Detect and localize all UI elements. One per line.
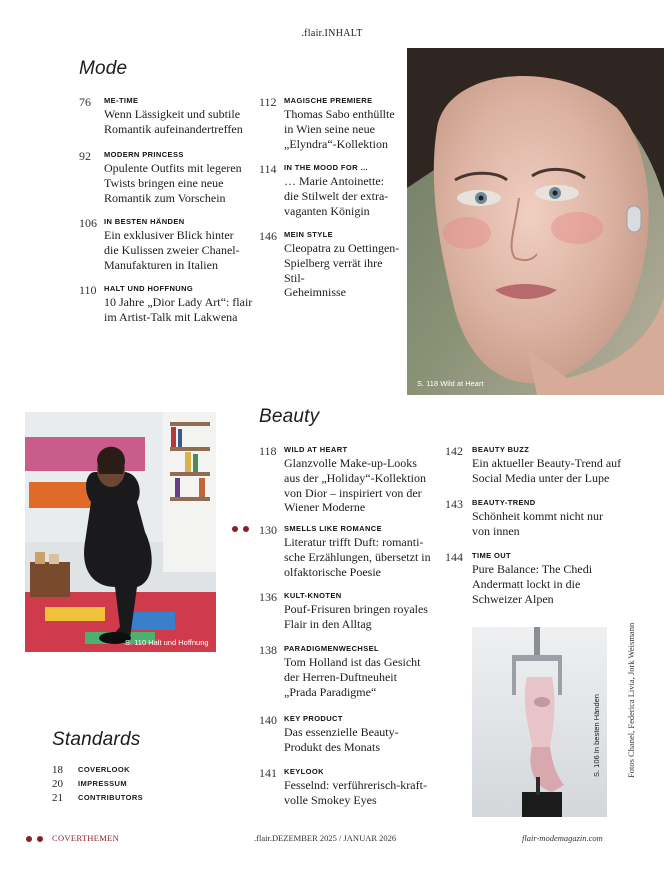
standards-label: IMPRESSUM bbox=[78, 779, 128, 788]
toc-entry[interactable] bbox=[259, 523, 429, 581]
entry-description: Thomas Sabo enthüllte in Wien seine neue „Elyndra“-Kollektion bbox=[284, 107, 395, 151]
toc-entry[interactable] bbox=[79, 149, 249, 207]
entry-description: 10 Jahre „Dior Lady Art“: flair im Artist-Talk mit Lakwena bbox=[104, 295, 253, 324]
page-number: 21 bbox=[52, 792, 63, 804]
artist-illustration bbox=[25, 412, 216, 652]
entry-description: Cleopatra zu Oettingen- Spielberg verrät ihre Stil- Geheimnisse bbox=[284, 241, 400, 300]
entry-kicker: KEYLOOK bbox=[284, 767, 324, 776]
toc-entry[interactable] bbox=[259, 766, 429, 810]
toc-entry[interactable] bbox=[445, 497, 615, 541]
artist-photo[interactable] bbox=[25, 412, 216, 652]
page-number: 92 bbox=[79, 149, 91, 163]
toc-entry[interactable] bbox=[79, 216, 249, 274]
toc-entry[interactable] bbox=[445, 444, 622, 488]
toc-entry[interactable] bbox=[259, 643, 429, 701]
entry-description: Glanzvolle Make-up-Looks aus der „Holiday“-Kollektion von Dior – inspiriert von der Wiener Moderne bbox=[284, 456, 426, 515]
cover-story-legend: COVERTHEMEN bbox=[52, 833, 120, 843]
entry-kicker: KULT-KNOTEN bbox=[284, 591, 342, 600]
page-number: 143 bbox=[445, 497, 463, 511]
page-number: 136 bbox=[259, 590, 277, 604]
portrait-photo[interactable] bbox=[407, 48, 664, 395]
cover-dot bbox=[37, 836, 43, 842]
toc-entry[interactable] bbox=[79, 95, 249, 139]
photo-credit: Fotos Chanel, Federica Livia, Jork Weismann bbox=[626, 622, 636, 778]
page-number: 141 bbox=[259, 766, 277, 780]
entry-kicker: SMELLS LIKE ROMANCE bbox=[284, 524, 383, 533]
toc-entry[interactable] bbox=[445, 550, 615, 608]
entry-kicker: IN BESTEN HÄNDEN bbox=[104, 217, 185, 226]
portrait-illustration bbox=[407, 48, 664, 395]
cover-story-legend-marker bbox=[26, 836, 43, 842]
entry-kicker: BEAUTY-TREND bbox=[472, 498, 536, 507]
entry-description: Das essenzielle Beauty- Produkt des Monats bbox=[284, 725, 399, 754]
section-title-mode: Mode bbox=[79, 58, 128, 79]
toc-entry[interactable] bbox=[259, 444, 429, 516]
toc-entry[interactable] bbox=[259, 229, 404, 300]
toc-entry[interactable] bbox=[259, 713, 429, 757]
page-number: 20 bbox=[52, 778, 63, 790]
entry-description: … Marie Antoinette: die Stilwelt der extra- vaganten Königin bbox=[284, 174, 389, 218]
section-title-standards: Standards bbox=[52, 729, 141, 750]
entry-kicker: WILD AT HEART bbox=[284, 445, 348, 454]
page-number: 144 bbox=[445, 550, 463, 564]
entry-description: Pure Balance: The Chedi Andermatt lockt in die Schweizer Alpen bbox=[472, 562, 593, 606]
page-number: 76 bbox=[79, 95, 91, 109]
page-number: 142 bbox=[445, 444, 463, 458]
magazine-section-header: .flair.INHALT bbox=[301, 28, 363, 39]
entry-description: Schönheit kommt nicht nur von innen bbox=[472, 509, 603, 538]
entry-kicker: ME-TIME bbox=[104, 96, 139, 105]
cover-story-marker bbox=[232, 526, 249, 532]
entry-kicker: MEIN STYLE bbox=[284, 230, 334, 239]
cover-dot bbox=[26, 836, 32, 842]
entry-description: Wenn Lässigkeit und subtile Romantik aufeinandertreffen bbox=[104, 107, 243, 136]
entry-description: Opulente Outfits mit legeren Twists bringen eine neue Romantik zum Vorschein bbox=[104, 161, 242, 205]
standards-label: COVERLOOK bbox=[78, 765, 130, 774]
issue-date: .flair.DEZEMBER 2025 / JANUAR 2026 bbox=[254, 833, 397, 843]
entry-kicker: TIME OUT bbox=[472, 551, 512, 560]
standards-label: CONTRIBUTORS bbox=[78, 793, 144, 802]
entry-kicker: HALT UND HOFFNUNG bbox=[104, 284, 194, 293]
photo-caption: S. 110 Halt und Hoffnung bbox=[125, 638, 209, 647]
entry-description: Literatur trifft Duft: romanti- sche Erzählungen, übersetzt in olfaktorische Poesie bbox=[284, 535, 431, 579]
website-link[interactable]: flair-modemagazin.com bbox=[522, 833, 603, 843]
page-number: 118 bbox=[259, 444, 277, 458]
entry-kicker: MODERN PRINCESS bbox=[104, 150, 184, 159]
entry-kicker: IN THE MOOD FOR … bbox=[284, 163, 369, 172]
entry-description: Ein aktueller Beauty-Trend auf Social Media unter der Lupe bbox=[472, 456, 622, 485]
toc-entry[interactable] bbox=[79, 283, 253, 327]
entry-description: Tom Holland ist das Gesicht der Herren-Duftneuheit „Prada Paradigme“ bbox=[284, 655, 421, 699]
entry-kicker: MAGISCHE PREMIERE bbox=[284, 96, 373, 105]
entry-kicker: KEY PRODUCT bbox=[284, 714, 343, 723]
entry-description: Pouf-Frisuren bringen royales Flair in den Alltag bbox=[284, 602, 428, 631]
page-number: 112 bbox=[259, 95, 277, 109]
entry-kicker: BEAUTY BUZZ bbox=[472, 445, 530, 454]
section-title-beauty: Beauty bbox=[259, 406, 320, 427]
entry-kicker: PARADIGMENWECHSEL bbox=[284, 644, 379, 653]
page-number: 140 bbox=[259, 713, 277, 727]
photo-caption: S. 118 Wild at Heart bbox=[417, 379, 484, 388]
page-number: 138 bbox=[259, 643, 277, 657]
page-number: 110 bbox=[79, 283, 97, 297]
page-number: 130 bbox=[259, 523, 277, 537]
page-number: 146 bbox=[259, 229, 277, 243]
toc-entry[interactable] bbox=[259, 162, 404, 220]
toc-entry[interactable] bbox=[259, 590, 429, 634]
cover-dot bbox=[243, 526, 249, 532]
page-number: 106 bbox=[79, 216, 97, 230]
entry-description: Ein exklusiver Blick hinter die Kulissen zweier Chanel- Manufakturen in Italien bbox=[104, 228, 240, 272]
page-number: 18 bbox=[52, 764, 63, 776]
entry-description: Fesselnd: verführerisch-kraft- volle Smokey Eyes bbox=[284, 778, 427, 807]
page-number: 114 bbox=[259, 162, 277, 176]
cover-dot bbox=[232, 526, 238, 532]
toc-entry[interactable] bbox=[259, 95, 404, 153]
shoe-photo[interactable] bbox=[472, 627, 607, 817]
shoe-illustration bbox=[472, 627, 607, 817]
photo-caption: S. 106 In besten Händen bbox=[592, 694, 601, 777]
